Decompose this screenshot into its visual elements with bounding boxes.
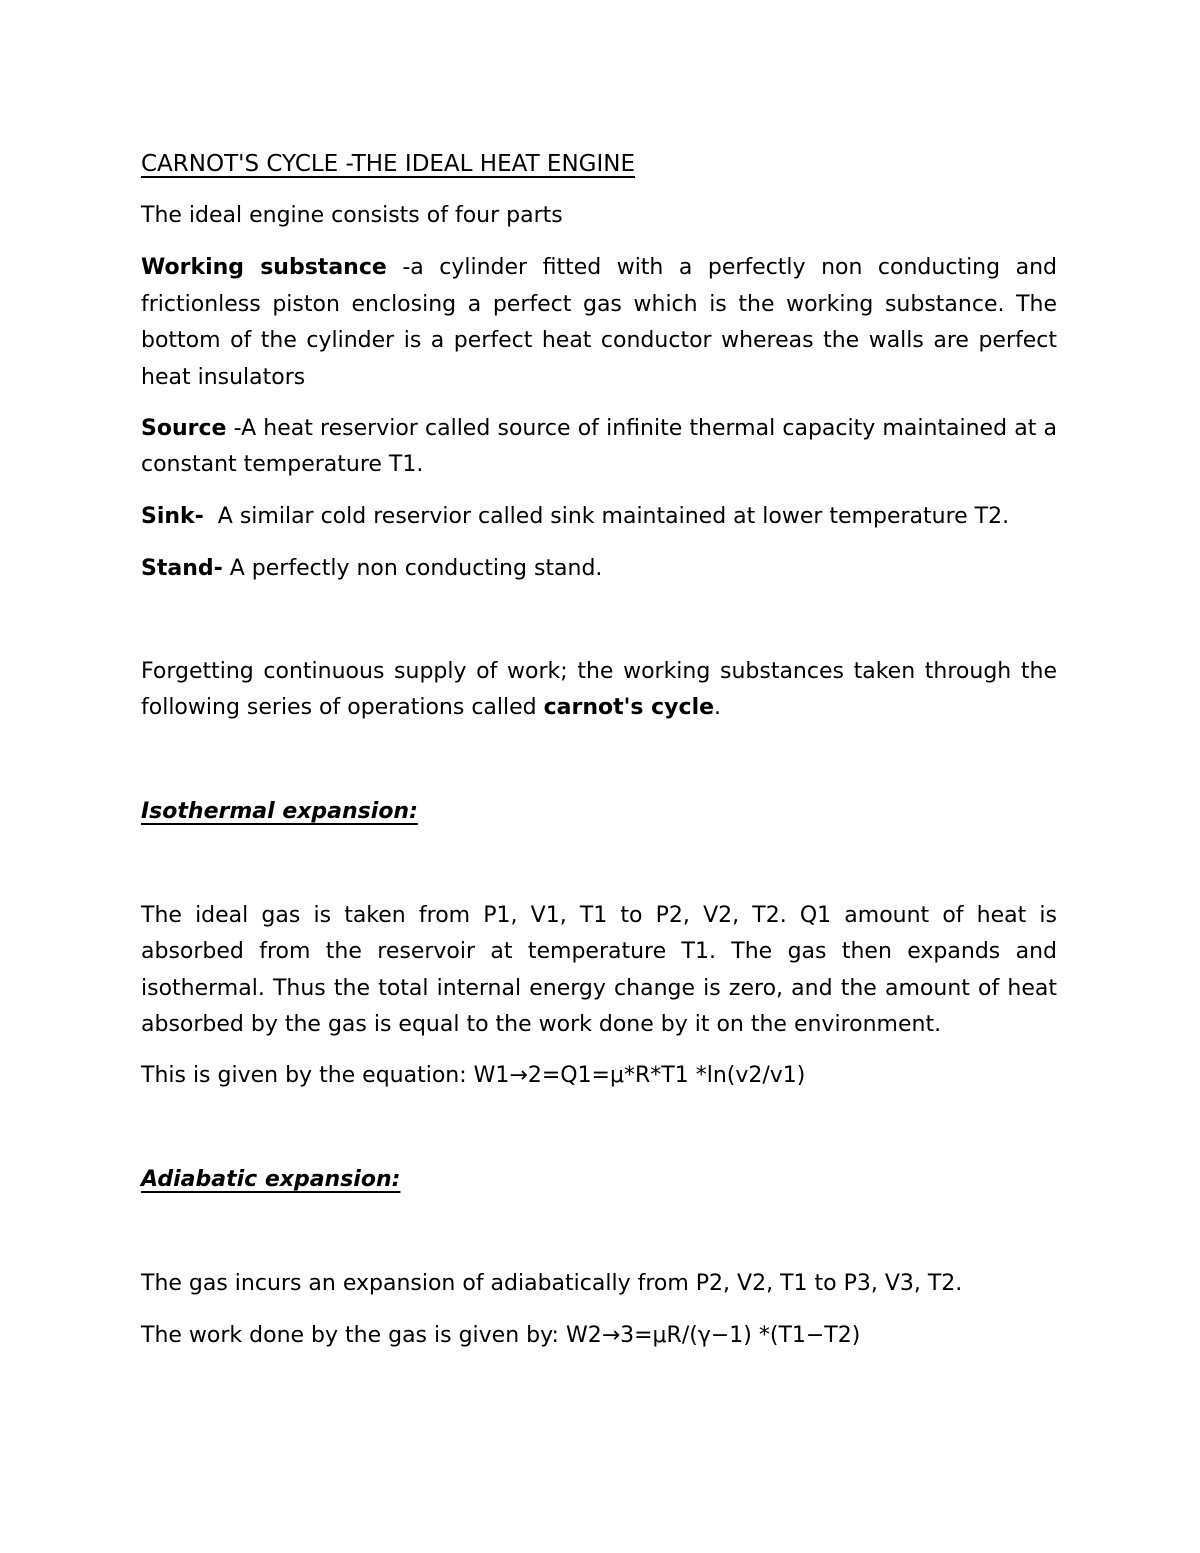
cycle-intro-prefix: following series of operations called [141,695,544,720]
working-substance-line-3: bottom of the cylinder is a perfect heat conductor whereas the walls are perfect [141,328,1057,353]
page-title: CARNOT'S CYCLE -THE IDEAL HEAT ENGINE [141,151,636,177]
isothermal-line-2: absorbed from the reservoir at temperature T1. The gas then expands and [141,939,1057,964]
working-substance-line-4: heat insulators [141,365,306,390]
isothermal-heading: Isothermal expansion: [141,799,418,824]
intro-text: The ideal engine consists of four parts [141,203,563,228]
carnot-cycle-term: carnot's cycle [543,695,715,720]
stand-line [141,551,602,587]
sink-line [141,499,1009,535]
working-substance-line-2: frictionless piston enclosing a perfect gas which is the working substance. The [141,292,1057,317]
cycle-intro-line-2 [141,690,721,726]
isothermal-equation: This is given by the equation: W1→2=Q1=μ*R*T1 *ln(v2/v1) [141,1063,806,1088]
stand-term: Stand- [141,556,223,581]
document-page [141,0,1057,1553]
source-term: Source [141,416,227,441]
working-substance-text: -a cylinder fitted with a perfectly non conducting and [402,255,1057,280]
adiabatic-heading: Adiabatic expansion: [141,1167,401,1192]
cycle-intro-suffix: . [714,695,722,720]
working-substance-line-1 [141,250,1057,286]
source-line-2: constant temperature T1. [141,452,424,477]
source-text: -A heat reservior called source of infinite thermal capacity maintained at a [226,416,1057,441]
cycle-intro-line-1: Forgetting continuous supply of work; the working substances taken through the [141,659,1057,684]
adiabatic-line-1: The gas incurs an expansion of adiabatically from P2, V2, T1 to P3, V3, T2. [141,1271,963,1296]
sink-text: A similar cold reservior called sink maintained at lower temperature T2. [203,504,1010,529]
stand-text: A perfectly non conducting stand. [222,556,603,581]
adiabatic-equation: The work done by the gas is given by: W2→3=μR/(γ−1) *(T1−T2) [141,1323,861,1348]
working-substance-term: Working substance [141,255,387,280]
isothermal-line-4: absorbed by the gas is equal to the work done by it on the environment. [141,1012,942,1037]
sink-term: Sink- [141,504,204,529]
source-line-1 [141,411,1057,447]
isothermal-line-3: isothermal. Thus the total internal energy change is zero, and the amount of heat [141,976,1057,1001]
isothermal-line-1: The ideal gas is taken from P1, V1, T1 to P2, V2, T2. Q1 amount of heat is [141,903,1057,928]
